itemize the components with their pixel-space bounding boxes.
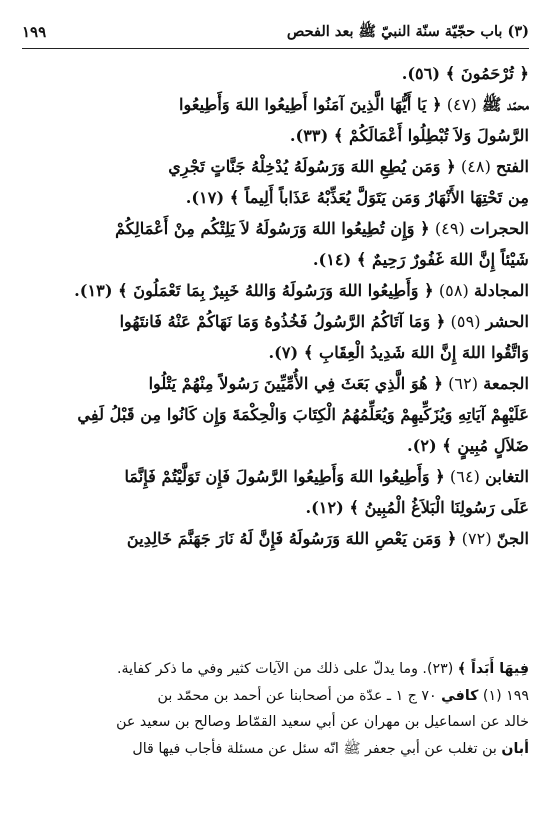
verse-text: ﴿ وَأَطِيعُوا اللهَ وَأَطِيعُوا الرَّسُولَ فَإِن تَوَلَّيْتُمْ فَإِنَّمَا <box>124 467 445 486</box>
plain-text: (٦٤) <box>444 467 486 486</box>
text-line <box>22 492 529 523</box>
emphasis-text: كافي <box>441 687 479 704</box>
verse-text: وَاتَّقُوا اللهَ إِنَّ اللهَ شَدِيدُ الْعِقَابِ ﴾ (٧). <box>268 343 529 362</box>
verse-text: ﴿ وَإِن تُطِيعُوا اللهَ وَرَسُولَهُ لاَ يَلِتْكُم مِنْ أَعْمَالِكُمْ <box>115 219 430 238</box>
verse-text: عَلَى رَسُولِنَا الْبَلاَغُ الْمُبِينُ ﴾ (١٢). <box>305 498 529 517</box>
text-line <box>22 368 529 399</box>
verse-text: شَيْئاً إِنَّ اللهَ غَفُورٌ رَحِيمٌ ﴾ (١٤). <box>312 250 529 269</box>
text-line <box>22 430 529 461</box>
quran-verse-list <box>22 58 529 554</box>
sura-name: الحشر <box>485 312 529 331</box>
plain-text: خالد عن اسماعيل بن مهران عن أبي سعيد القمّاط وصالح بن سعيد عن <box>116 714 529 730</box>
text-line <box>22 461 529 492</box>
verse-text: ﴿ هُوَ الَّذِي بَعَثَ فِي الأُمِّيِّينَ رَسُولاً مِنْهُمْ يَتْلُوا <box>148 374 443 393</box>
text-line <box>22 58 529 89</box>
verse-text: الرَّسُولَ وَلاَ تُبْطِلُوا أَعْمَالَكُمْ ﴾ (٣٣). <box>289 126 529 145</box>
verse-text: ﴿ وَأَطِيعُوا اللهَ وَرَسُولَهُ وَاللهُ خَبِيرٌ بِمَا تَعْمَلُونَ ﴾ (١٣). <box>74 281 434 300</box>
note-line <box>22 656 529 683</box>
text-line <box>22 151 529 182</box>
verse-text: ﴿ وَمَن يُطِعِ اللهَ وَرَسُولَهُ يُدْخِلْهُ جَنَّاتٍ تَجْرِي <box>168 157 456 176</box>
plain-text: (٥٩) <box>445 312 486 331</box>
text-line <box>22 213 529 244</box>
verse-text: ﴿ وَمَن يَعْصِ اللهَ وَرَسُولَهُ فَإِنَّ لَهُ نَارَ جَهَنَّمَ خَالِدِينَ <box>126 529 457 548</box>
plain-text: بن تغلب عن أبي جعفر ﷺ انّه سئل عن مسئلة فأجاب فيها قال <box>132 740 502 757</box>
page-number: ١٩٩ <box>22 23 47 41</box>
plain-text: ١٩٩ (١) <box>478 687 529 704</box>
running-head: (٣) باب حجّيّة سنّة النبيّ ﷺ بعد الفحص <box>286 23 529 40</box>
note-line <box>22 736 529 763</box>
plain-text: (٥٨) <box>433 281 474 300</box>
text-line <box>22 399 529 430</box>
note-line <box>22 709 529 736</box>
text-line <box>22 89 529 120</box>
text-line <box>22 182 529 213</box>
verse-text: مِن تَحْتِهَا الأَنْهَارُ وَمَن يَتَوَلَّ يُعَذِّبْهُ عَذَاباً أَلِيماً ﴾ (١٧). <box>185 188 529 207</box>
note-line <box>22 683 529 710</box>
sura-name: الجمعة <box>483 374 529 393</box>
plain-text: (٤٨) <box>455 157 497 176</box>
plain-text: ٧٠ ج ١ ـ عدّة من أصحابنا عن أحمد بن محمّد بن <box>157 687 442 704</box>
sura-name: الفتح <box>496 157 529 176</box>
sura-name: الحجرات <box>470 219 529 238</box>
emphasis-text: أبان <box>501 740 529 757</box>
text-line <box>22 306 529 337</box>
verse-text: ﴿ تُرْحَمُونَ ﴾ (٥٦). <box>401 64 529 83</box>
plain-text: (٦٢) <box>442 374 484 393</box>
sura-name: محمّد ﷺ <box>481 95 529 114</box>
verse-text: ﴿ وَمَا آتَاكُمُ الرَّسُولُ فَخُذُوهُ وَمَا نَهَاكُمْ عَنْهُ فَانتَهُوا <box>119 312 446 331</box>
verse-text: ضَلاَلٍ مُبِينٍ ﴾ (٢). <box>407 436 529 455</box>
sura-name: التغابن <box>485 467 529 486</box>
text-line <box>22 523 529 554</box>
verse-text: فِيهَا أَبَداً ﴾ <box>457 661 529 677</box>
page-header <box>22 22 529 49</box>
sura-name: المجادلة <box>474 281 529 300</box>
text-line <box>22 275 529 306</box>
text-line <box>22 244 529 275</box>
verse-text: ﴿ يَا أَيُّهَا الَّذِينَ آمَنُوا أَطِيعُوا اللهَ وَأَطِيعُوا <box>178 95 442 114</box>
text-line <box>22 120 529 151</box>
sura-name: الجنّ <box>496 529 529 548</box>
plain-text: (٤٧) <box>441 95 482 114</box>
commentary-text <box>22 656 529 762</box>
plain-text: (٤٩) <box>429 219 470 238</box>
plain-text: (٧٢) <box>456 529 497 548</box>
text-line <box>22 337 529 368</box>
plain-text: (٢٣). وما يدلّ على ذلك من الآيات كثير وفي ما ذكر كفاية. <box>116 661 458 677</box>
verse-text: عَلَيْهِمْ آيَاتِهِ وَيُزَكِّيهِمْ وَيُعَلِّمُهُمُ الْكِتَابَ وَالْحِكْمَةَ وَإِن كَانُوا مِن قَبْلُ لَفِي <box>77 405 529 424</box>
